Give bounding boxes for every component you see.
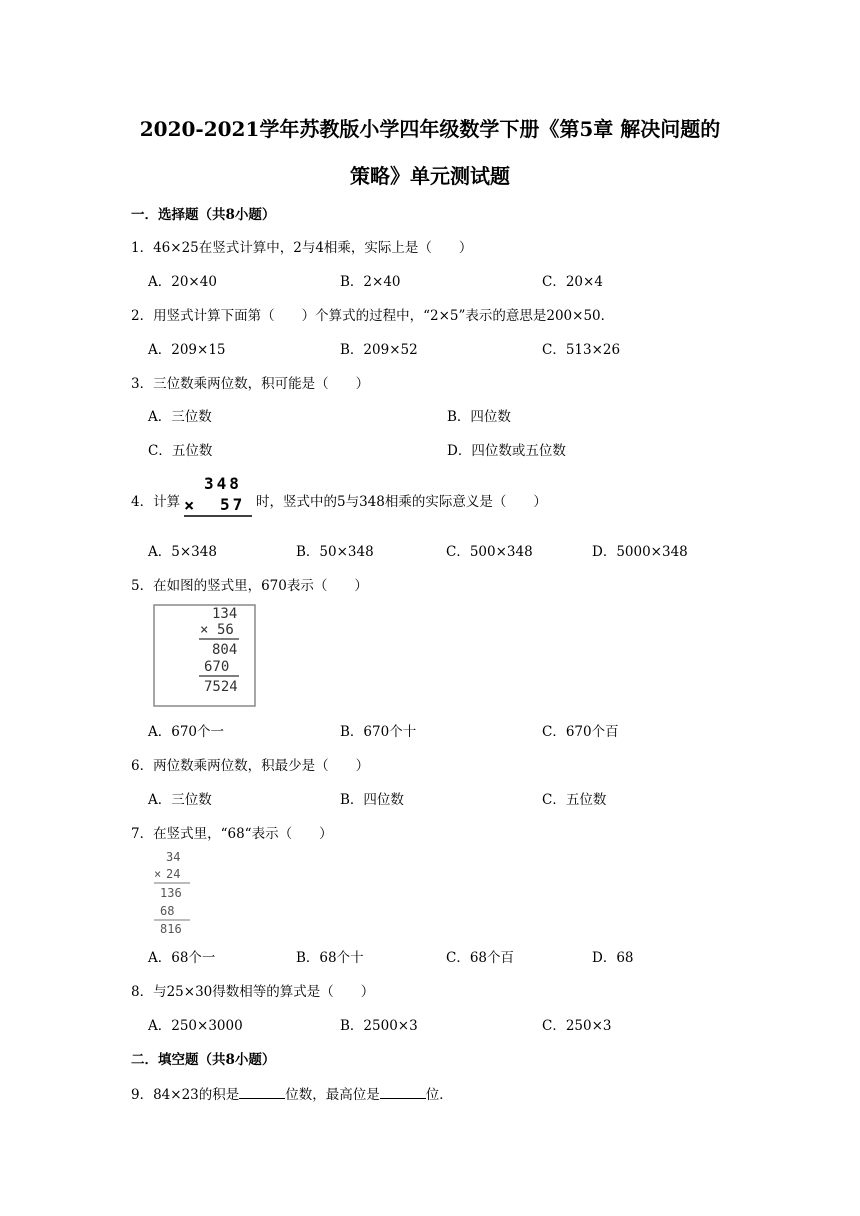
q4-vertical-multiplication-figure <box>182 474 254 520</box>
q9-part2: 位数，最高位是 <box>285 1087 380 1103</box>
fig4-op: × <box>184 496 195 516</box>
q7-option-d: D．68 <box>592 950 634 966</box>
fig7-row2: 24 <box>166 867 181 881</box>
q3-text: 3．三位数乘两位数，积可能是（ ） <box>131 376 370 392</box>
q7-vertical-multiplication-figure <box>152 848 196 938</box>
fig5-op: × <box>200 622 209 638</box>
q3-option-d: D．四位数或五位数 <box>447 443 566 459</box>
q6-option-c: C．五位数 <box>542 792 607 808</box>
q6-text: 6．两位数乘两位数，积最少是（ ） <box>131 758 370 774</box>
section-choice: 一．选择题（共8小题） <box>131 207 276 223</box>
q5-option-c: C．670个百 <box>542 724 619 740</box>
q7-option-c: C．68个百 <box>446 950 515 966</box>
q8-text: 8．与25×30得数相等的算式是（ ） <box>131 984 375 1000</box>
q9-blank-2[interactable] <box>380 1086 426 1099</box>
doc-title-line1: 2020-2021学年苏教版小学四年级数学下册《第5章 解决问题的 <box>139 117 721 141</box>
fig5-row4: 670 <box>204 659 230 675</box>
q8-option-c: C．250×3 <box>542 1018 612 1034</box>
q3-option-b: B．四位数 <box>447 409 511 425</box>
q6-option-b: B．四位数 <box>340 792 404 808</box>
q2-text: 2．用竖式计算下面第（ ）个算式的过程中，“2×5”表示的意思是200×50． <box>131 308 615 324</box>
q7-text: 7．在竖式里，“68“表示（ ） <box>131 826 333 842</box>
q6-option-a: A．三位数 <box>148 792 212 808</box>
q3-option-a: A．三位数 <box>148 409 212 425</box>
q8-option-a: A．250×3000 <box>148 1018 243 1034</box>
q9-text <box>131 1083 453 1103</box>
q9-part3: 位． <box>425 1087 453 1103</box>
fig7-row4: 68 <box>160 904 175 918</box>
q1-option-b: B．2×40 <box>340 274 401 290</box>
q3-option-c: C．五位数 <box>148 443 213 459</box>
fig7-op: × <box>154 867 162 881</box>
fig5-row5: 7524 <box>204 679 238 695</box>
q5-vertical-multiplication-figure <box>153 604 257 708</box>
q2-option-b: B．209×52 <box>340 342 418 358</box>
doc-title-line2: 策略》单元测试题 <box>350 164 510 188</box>
fig5-row1: 134 <box>212 606 238 622</box>
fig7-row1: 34 <box>166 850 181 864</box>
fig5-row3: 804 <box>212 642 238 658</box>
q4-option-b: B．50×348 <box>296 544 374 560</box>
q1-option-a: A．20×40 <box>148 274 217 290</box>
q1-text: 1．46×25在竖式计算中，2与4相乘，实际上是（ ） <box>131 240 473 256</box>
q7-option-b: B．68个十 <box>296 950 364 966</box>
fig5-row2: 56 <box>217 622 234 638</box>
q1-option-c: C．20×4 <box>542 274 603 290</box>
fig4-bottom: 57 <box>220 495 246 514</box>
q5-option-b: B．670个十 <box>340 724 417 740</box>
q8-option-b: B．2500×3 <box>340 1018 418 1034</box>
section-fill-in: 二．填空题（共8小题） <box>131 1052 276 1068</box>
q9-blank-1[interactable] <box>239 1086 285 1099</box>
q5-option-a: A．670个一 <box>148 724 225 740</box>
q4-text-prefix: 4．计算 <box>131 494 181 510</box>
q2-option-a: A．209×15 <box>148 342 226 358</box>
fig7-row5: 816 <box>160 922 182 936</box>
q7-option-a: A．68个一 <box>148 950 216 966</box>
q5-text: 5．在如图的竖式里，670表示（ ） <box>131 578 368 594</box>
q4-option-a: A．5×348 <box>148 544 217 560</box>
q4-option-c: C．500×348 <box>446 544 533 560</box>
q9-part1: 9．84×23的积是 <box>131 1087 240 1103</box>
q4-text-suffix: 时，竖式中的5与348相乘的实际意义是（ ） <box>256 494 547 510</box>
fig4-top: 348 <box>204 474 242 493</box>
q2-option-c: C．513×26 <box>542 342 621 358</box>
fig7-row3: 136 <box>160 886 182 900</box>
q4-option-d: D．5000×348 <box>592 544 688 560</box>
